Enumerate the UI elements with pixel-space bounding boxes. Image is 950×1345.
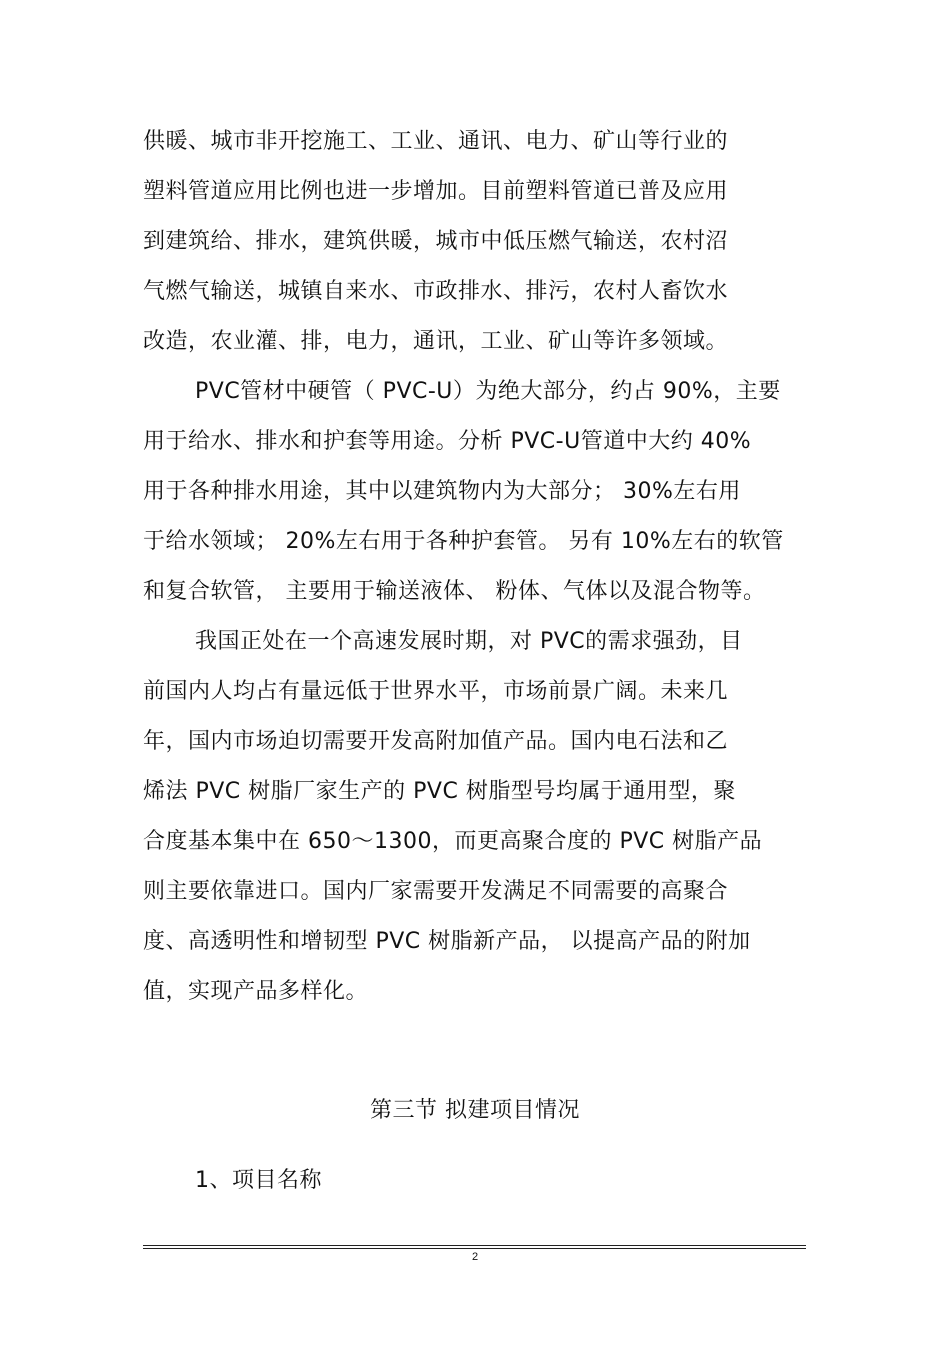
text-line: 用于给水、排水和护套等用途。分析 PVC-U管道中大约 40% [143, 429, 752, 454]
text-line: 值，实现产品多样化。 [143, 979, 369, 1004]
text-line: 塑料管道应用比例也进一步增加。目前塑料管道已普及应用 [143, 179, 729, 204]
text-line: 到建筑给、排水，建筑供暖，城市中低压燃气输送，农村沼 [143, 229, 729, 254]
text-line: 烯法 PVC 树脂厂家生产的 PVC 树脂型号均属于通用型，聚 [143, 779, 736, 804]
section-heading: 第三节 拟建项目情况 [370, 1098, 580, 1123]
text-line: 和复合软管， 主要用于输送液体、 粉体、气体以及混合物等。 [143, 579, 766, 604]
text-line: PVC管材中硬管（ PVC-U）为绝大部分，约占 90%，主要 [195, 379, 781, 404]
footer-rule [143, 1248, 806, 1249]
page-number: 2 [471, 1251, 479, 1263]
footer-rule [143, 1245, 806, 1246]
text-line: 气燃气输送，城镇自来水、市政排水、排污，农村人畜饮水 [143, 279, 729, 304]
text-line: 前国内人均占有量远低于世界水平，市场前景广阔。未来几 [143, 679, 729, 704]
text-line: 合度基本集中在 650～1300，而更高聚合度的 PVC 树脂产品 [143, 829, 763, 854]
text-line: 则主要依靠进口。国内厂家需要开发满足不同需要的高聚合 [143, 879, 729, 904]
text-line: 用于各种排水用途，其中以建筑物内为大部分； 30%左右用 [143, 479, 741, 504]
text-line: 于给水领域； 20%左右用于各种护套管。 另有 10%左右的软管 [143, 529, 784, 554]
text-line: 供暖、城市非开挖施工、工业、通讯、电力、矿山等行业的 [143, 129, 729, 154]
text-line: 年，国内市场迫切需要开发高附加值产品。国内电石法和乙 [143, 729, 729, 754]
text-line: 改造，农业灌、排，电力，通讯，工业、矿山等许多领域。 [143, 329, 729, 354]
text-line: 度、高透明性和增韧型 PVC 树脂新产品， 以提高产品的附加 [143, 929, 751, 954]
subheading: 1、项目名称 [195, 1168, 322, 1193]
text-line: 我国正处在一个高速发展时期，对 PVC的需求强劲，目 [195, 629, 743, 654]
